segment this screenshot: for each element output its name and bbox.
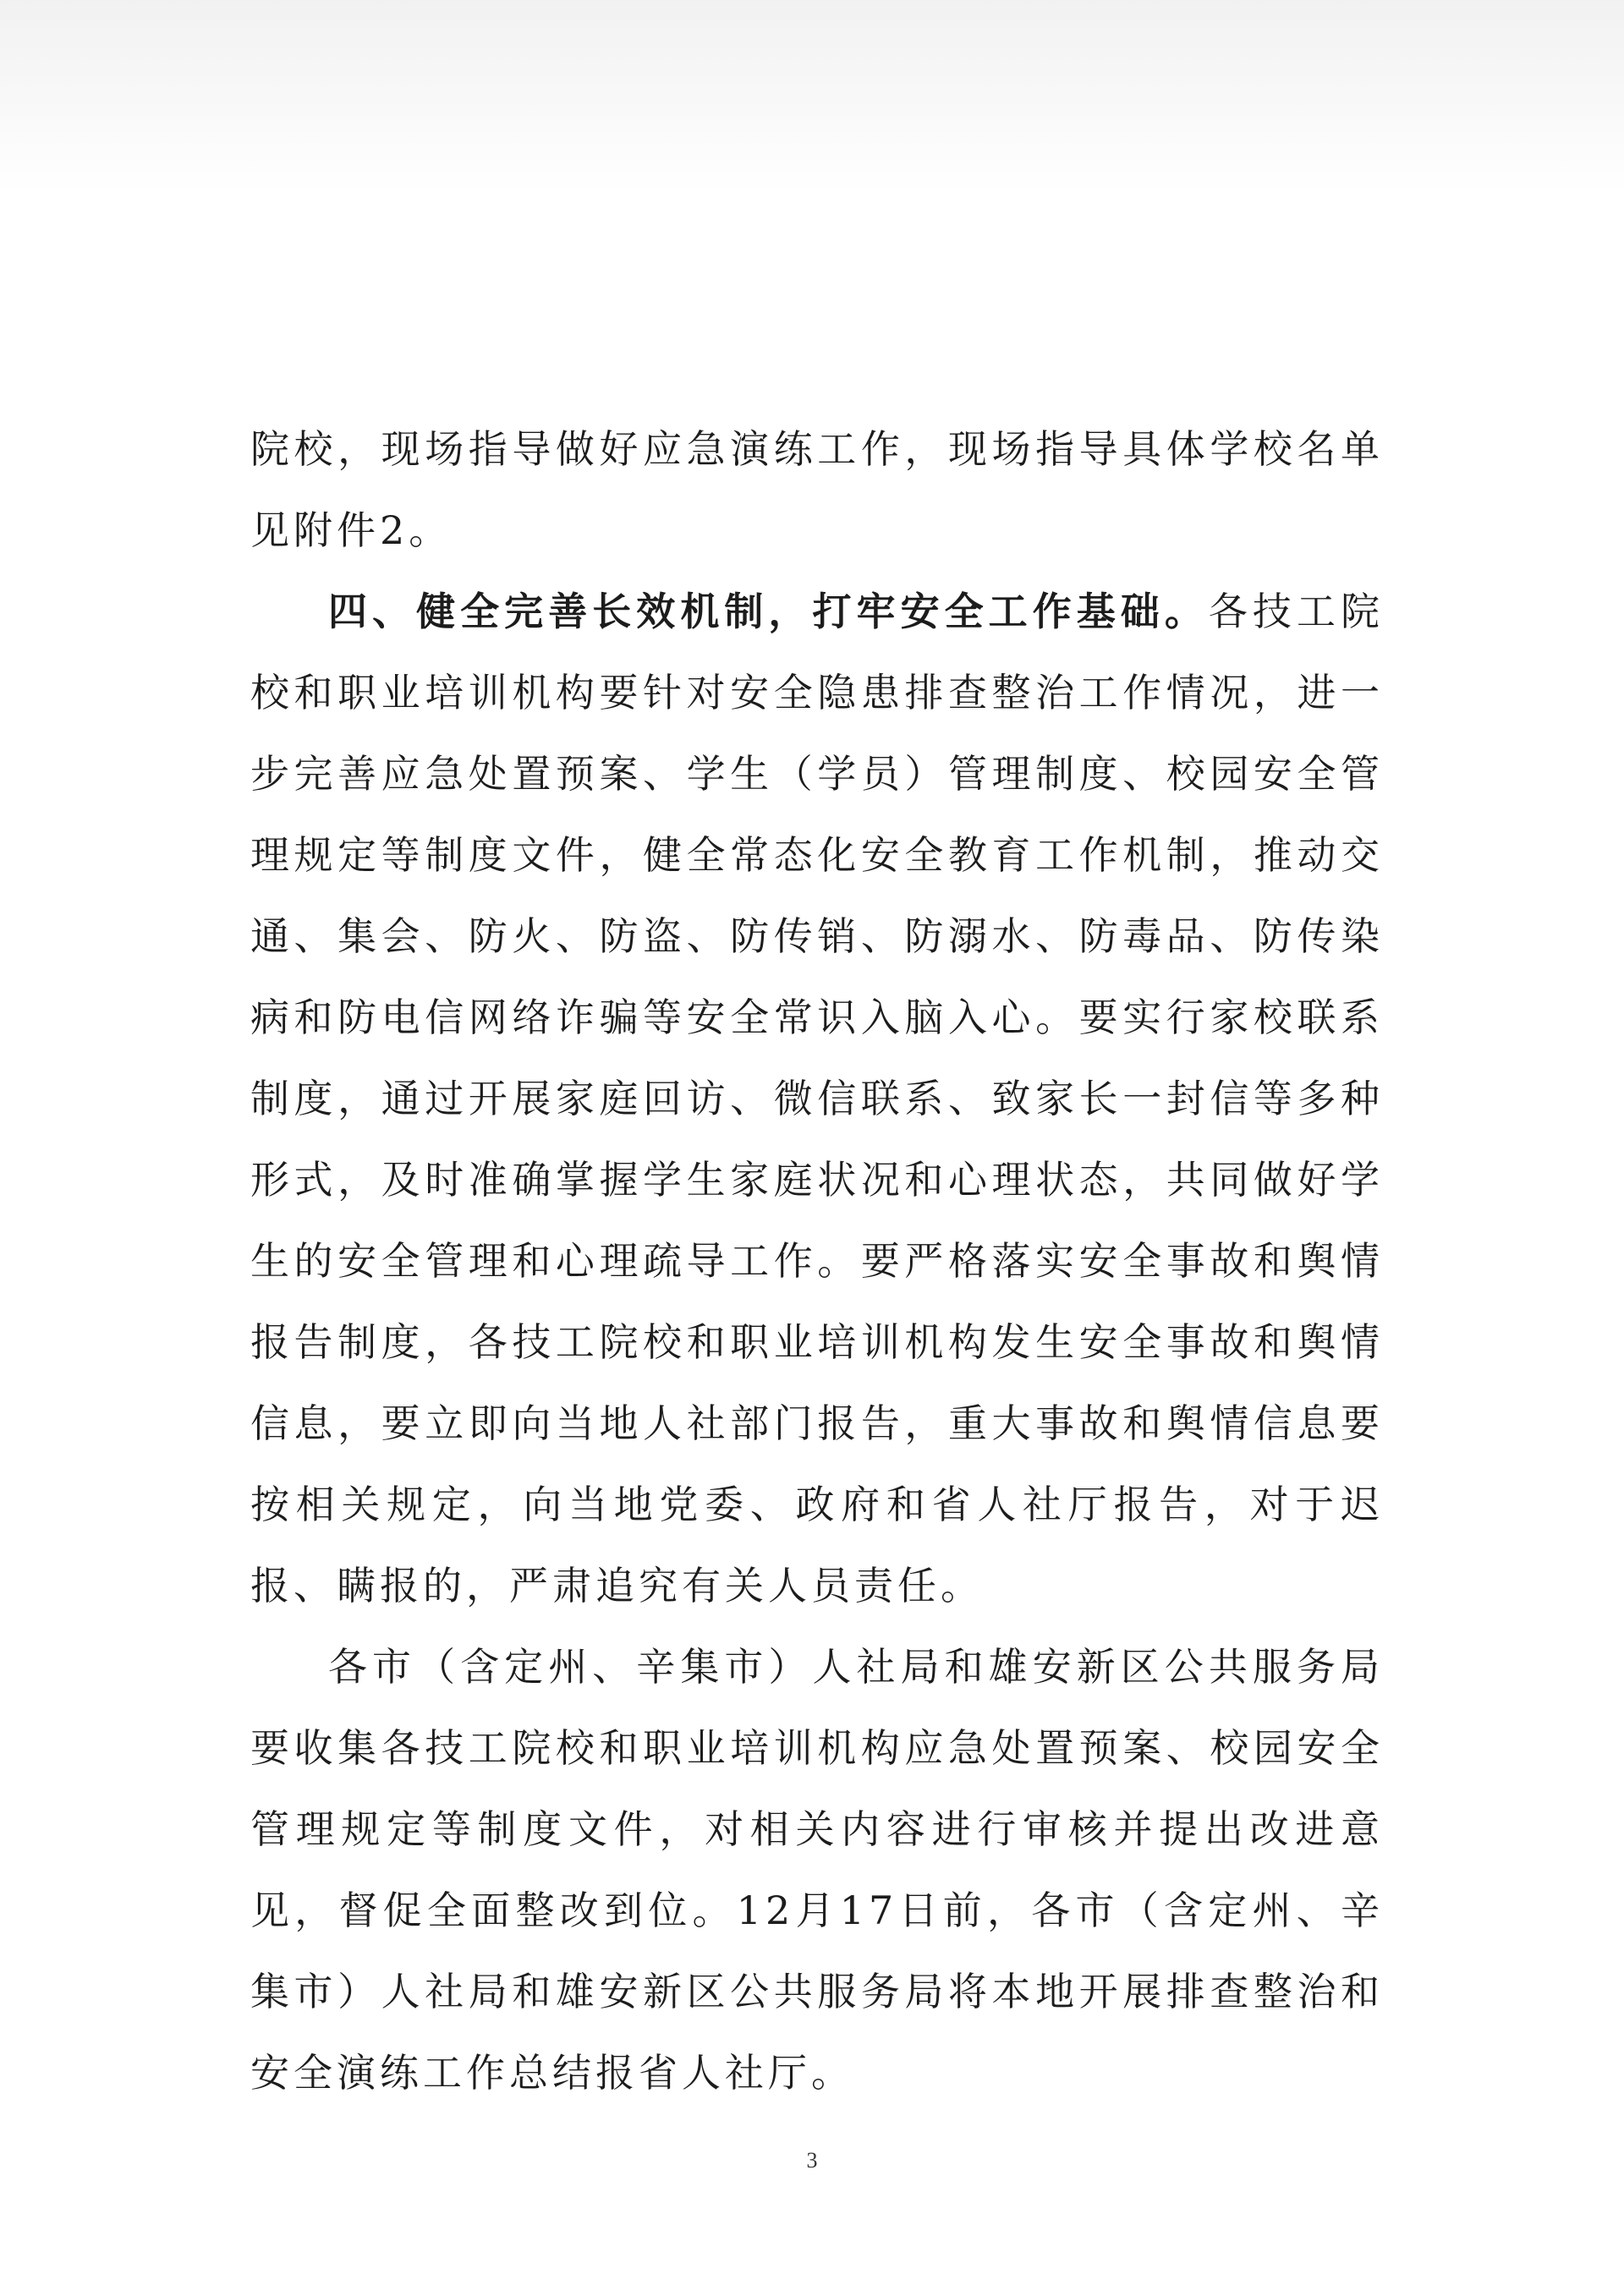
paragraph-3-text: 各市（含定州、辛集市）人社局和雄安新区公共服务局要收集各技工院校和职业培训机构应急处置预案、校园安全管理规定等制度文件，对相关内容进行审核并提出改进意见，督促全面整改到位。12月17日前，各市（含定州、辛集市）人社局和雄安新区公共服务局将本地开展排查整治和安全演练工作总结报省人社厅。 — [250, 1644, 1384, 2096]
scan-shading — [0, 0, 1624, 195]
page-number: 3 — [806, 2148, 818, 2173]
body-text — [250, 408, 1384, 2113]
paragraph-1-text: 院校，现场指导做好应急演练工作，现场指导具体学校名单见附件2。 — [250, 426, 1384, 553]
paragraph-section-four — [250, 571, 1384, 1626]
paragraph-closing — [250, 1626, 1384, 2113]
paragraph-continuation — [250, 408, 1384, 571]
paragraph-2-text: 各技工院校和职业培训机构要针对安全隐患排查整治工作情况，进一步完善应急处置预案、学生（学员）管理制度、校园安全管理规定等制度文件，健全常态化安全教育工作机制，推动交通、集会、防火、防盗、防传销、防溺水、防毒品、防传染病和防电信网络诈骗等安全常识入脑入心。要实行家校联系制度，通过开展家庭回访、微信联系、致家长一封信等多种形式，及时准确掌握学生家庭状况和心理状态，共同做好学生的安全管理和心理疏导工作。要严格落实安全事故和舆情报告制度，各技工院校和职业培训机构发生安全事故和舆情信息，要立即向当地人社部门报告，重大事故和舆情信息要按相关规定，向当地党委、政府和省人社厅报告，对于迟报、瞒报的，严肃追究有关人员责任。 — [250, 589, 1385, 1608]
section-four-heading: 四、健全完善长效机制，打牢安全工作基础。 — [328, 589, 1209, 634]
